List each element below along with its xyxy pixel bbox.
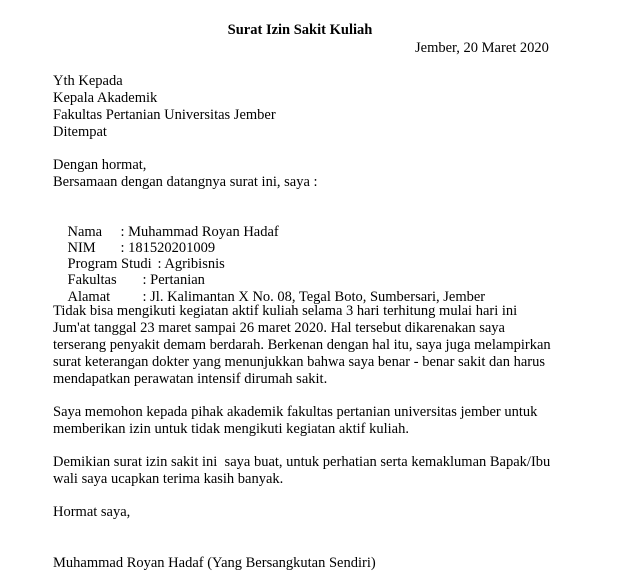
name-label: Nama xyxy=(67,224,103,240)
greeting: Dengan hormat, xyxy=(53,157,147,173)
body1-line: mendapatkan perawatan intensif dirumah sakit. xyxy=(53,371,328,387)
signature: Muhammad Royan Hadaf (Yang Bersangkutan Sendiri) xyxy=(53,555,376,571)
body1-line: terserang penyakit demam berdarah. Berkenan dengan hal itu, saya juga melampirkan xyxy=(53,337,551,353)
letter-title: Surat Izin Sakit Kuliah xyxy=(227,22,373,38)
recipient-line-1: Yth Kepada xyxy=(53,73,123,89)
nim-label: NIM xyxy=(67,240,96,256)
closing: Hormat saya, xyxy=(53,504,131,520)
body1-line: Tidak bisa mengikuti kegiatan aktif kuliah selama 3 hari terhitung mulai hari ini xyxy=(53,303,518,319)
body1-line: Jum'at tanggal 23 maret sampai 26 maret 2020. Hal tersebut dikarenakan saya xyxy=(53,320,505,336)
body3-line: wali saya ucapkan terima kasih banyak. xyxy=(53,471,284,487)
intro-line: Bersamaan dengan datangnya surat ini, saya : xyxy=(53,174,318,190)
alamat-value: : Jl. Kalimantan X No. 08, Tegal Boto, Sumbersari, Jember xyxy=(142,289,486,305)
recipient-line-4: Ditempat xyxy=(53,124,107,140)
recipient-line-2: Kepala Akademik xyxy=(53,90,158,106)
recipient-line-3: Fakultas Pertanian Universitas Jember xyxy=(53,107,276,123)
nim-value: : 181520201009 xyxy=(120,240,216,256)
fakultas-label: Fakultas xyxy=(67,272,117,288)
name-value: : Muhammad Royan Hadaf xyxy=(120,224,279,240)
prodi-value: : Agribisnis xyxy=(157,256,225,272)
place-date: Jember, 20 Maret 2020 xyxy=(415,40,549,56)
alamat-label: Alamat xyxy=(67,289,111,305)
prodi-label: Program Studi xyxy=(67,256,152,272)
body2-line: Saya memohon kepada pihak akademik fakultas pertanian universitas jember untuk xyxy=(53,404,538,420)
body3-line: Demikian surat izin sakit ini saya buat, untuk perhatian serta kemakluman Bapak/Ibu xyxy=(53,454,551,470)
fakultas-value: : Pertanian xyxy=(142,272,205,288)
body1-line: surat keterangan dokter yang menunjukkan bahwa saya benar - benar sakit dan harus xyxy=(53,354,546,370)
body2-line: memberikan izin untuk tidak mengikuti kegiatan aktif kuliah. xyxy=(53,421,409,437)
